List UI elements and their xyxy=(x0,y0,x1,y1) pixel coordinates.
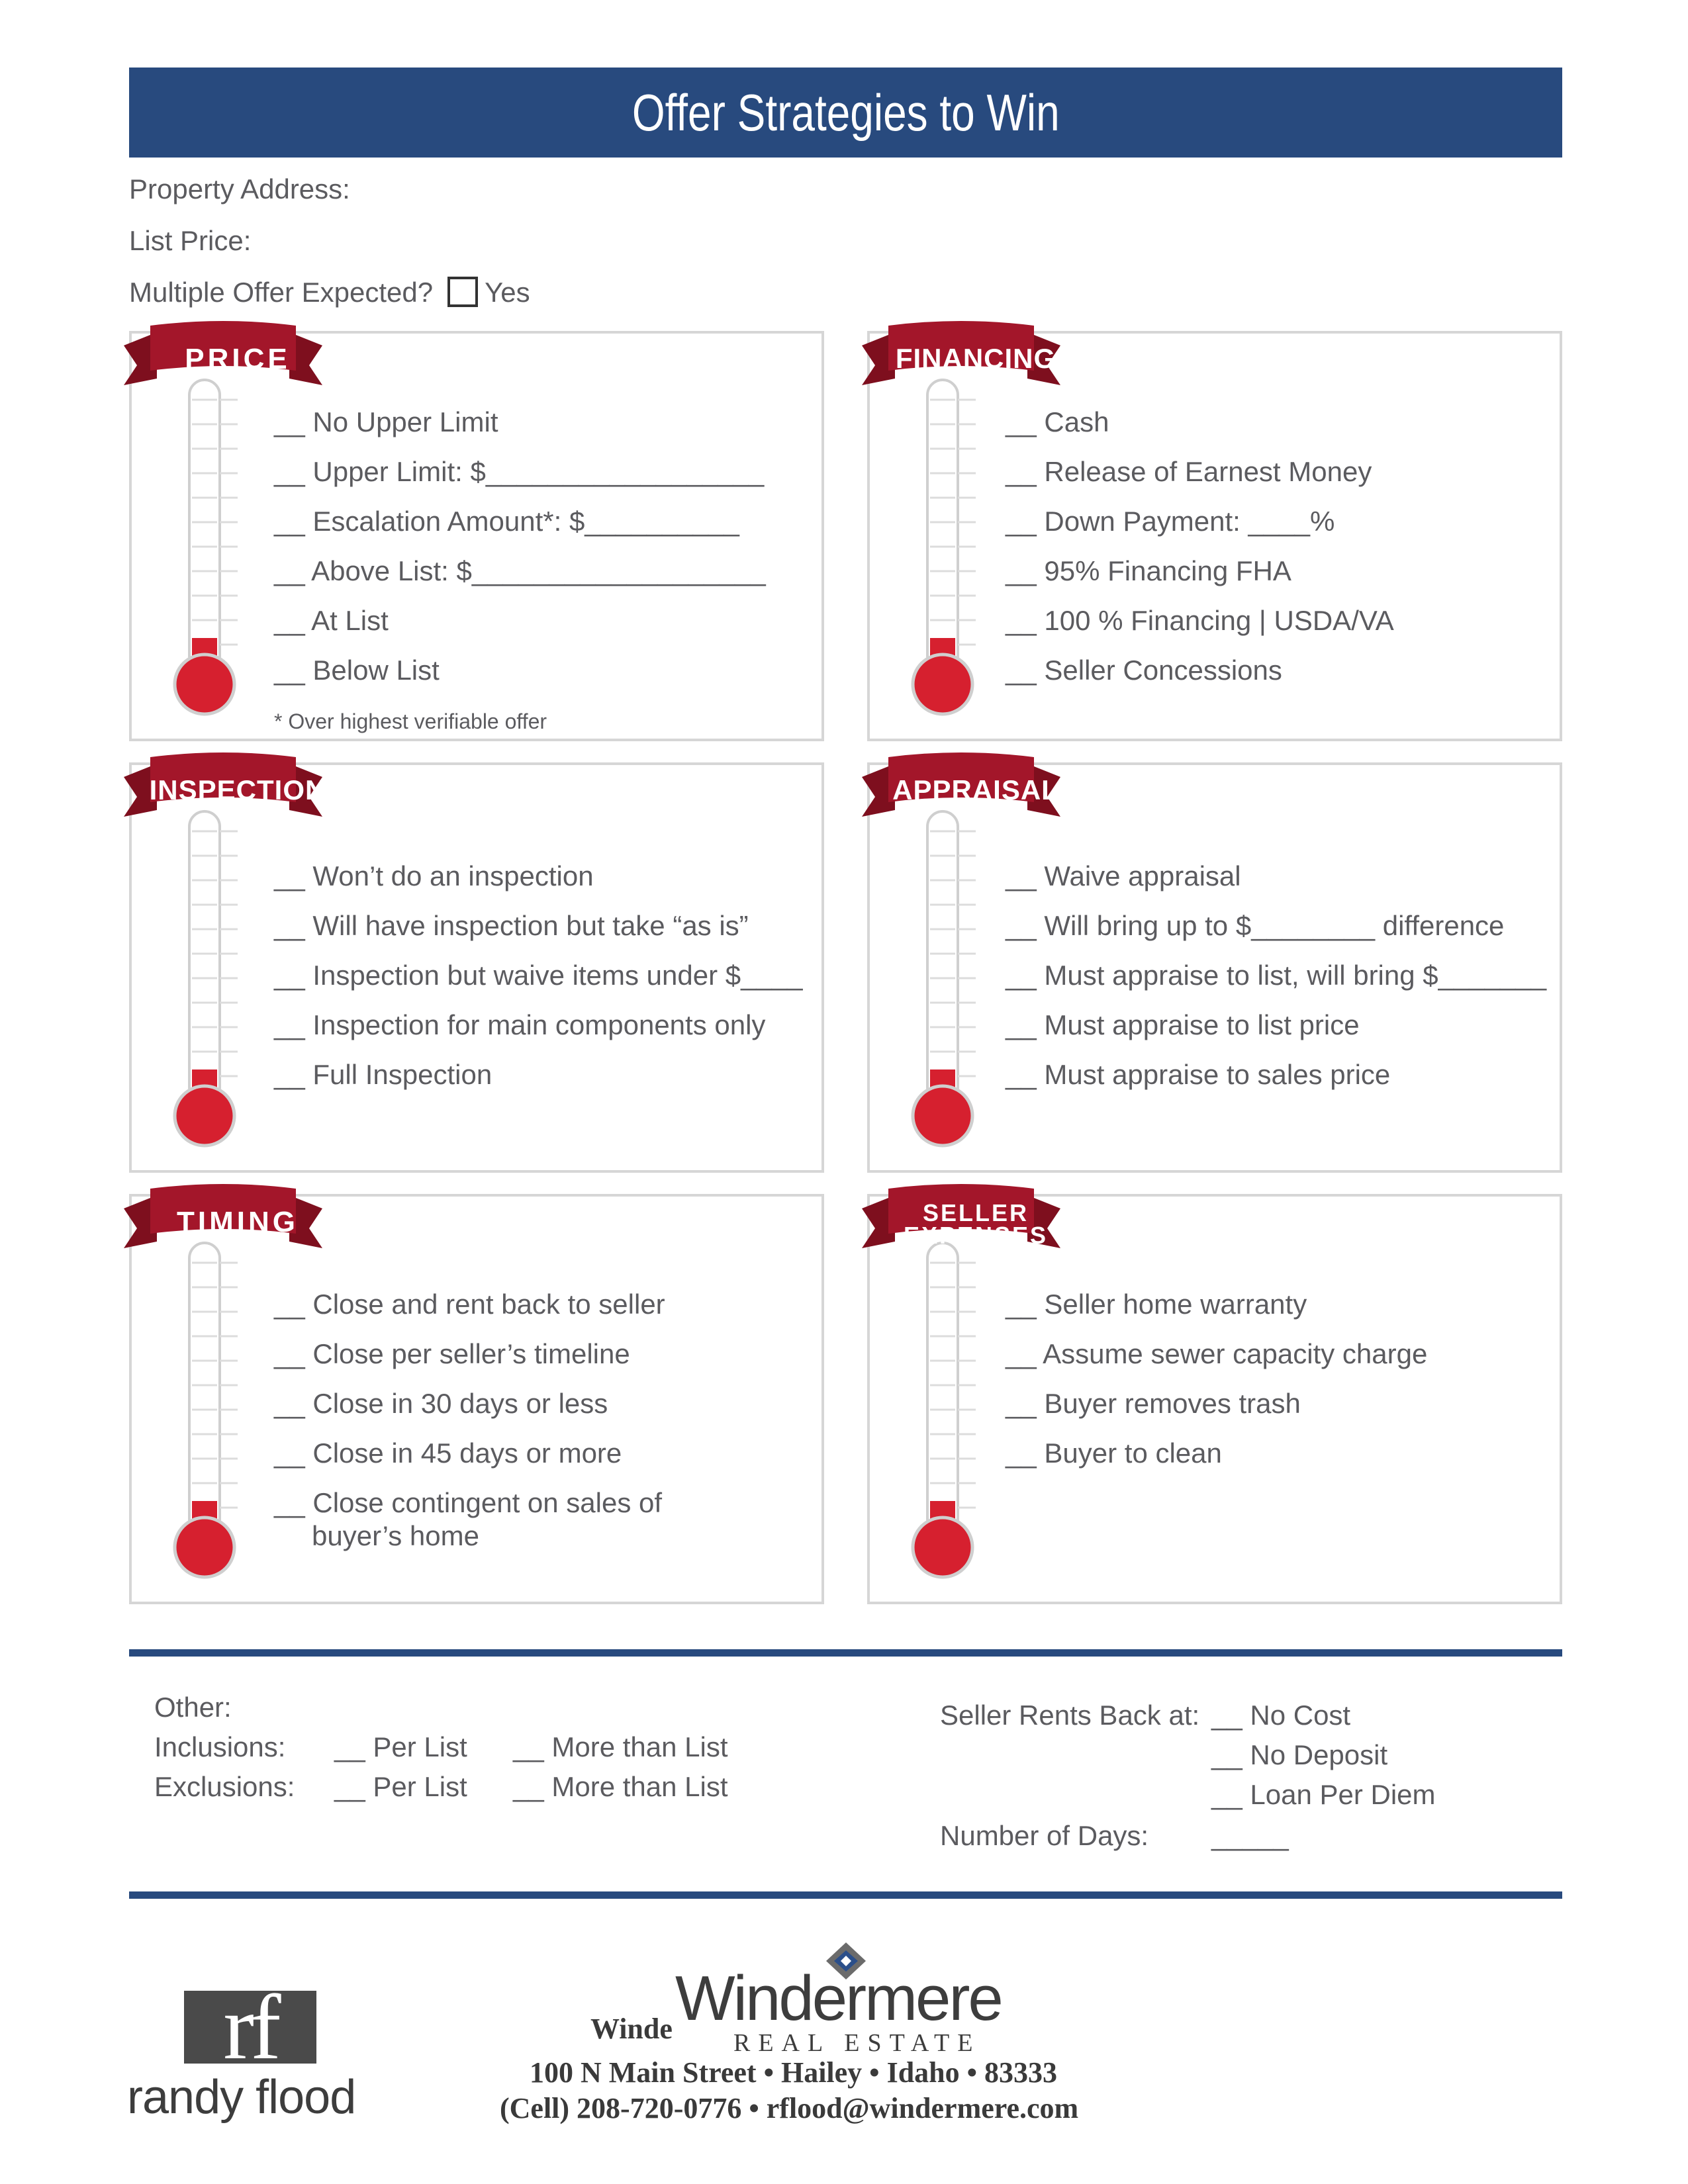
appraisal-ribbon-label: APPRAISAL xyxy=(892,774,1059,805)
multiple-offer-row xyxy=(129,277,530,308)
financing-items xyxy=(1006,397,1394,695)
inspection-thermometer xyxy=(158,805,251,1152)
inspection-item-main-components[interactable]: __ Inspection for main components only xyxy=(274,1009,766,1040)
financing-thermometer xyxy=(896,373,989,721)
appraisal-item-list-bring[interactable]: __ Must appraise to list, will bring $_______ xyxy=(1006,960,1547,991)
price-panel xyxy=(129,331,824,741)
yes-checkbox[interactable] xyxy=(447,277,478,307)
rent-no-deposit[interactable]: __ No Deposit xyxy=(1211,1739,1388,1770)
timing-item-rent-back[interactable]: __ Close and rent back to seller xyxy=(274,1289,665,1320)
inclusions-more-than-list[interactable]: __ More than List xyxy=(513,1731,728,1762)
inspection-ribbon-label: INSPECTION xyxy=(149,774,326,805)
seller-expenses-ribbon-line2: EXPENSES xyxy=(903,1222,1049,1249)
seller-expenses-thermometer xyxy=(896,1236,989,1584)
list-price-label: List Price: xyxy=(129,225,252,256)
appraisal-item-bring-up[interactable]: __ Will bring up to $________ difference xyxy=(1006,910,1505,941)
other-label: Other: xyxy=(154,1692,232,1723)
timing-item-seller-timeline[interactable]: __ Close per seller’s timeline xyxy=(274,1338,630,1369)
price-ribbon-label: PRICE xyxy=(185,343,291,375)
financing-item-fha[interactable]: __ 95% Financing FHA xyxy=(1006,555,1291,586)
appraisal-item-list-price[interactable]: __ Must appraise to list price xyxy=(1006,1009,1360,1040)
price-item-escalation[interactable]: __ Escalation Amount*: $__________ xyxy=(274,506,739,537)
seller-rents-label: Seller Rents Back at: xyxy=(940,1700,1200,1731)
inspection-item-none[interactable]: __ Won’t do an inspection xyxy=(274,860,594,891)
inclusions-per-list[interactable]: __ Per List xyxy=(334,1731,467,1762)
timing-items xyxy=(274,1279,665,1555)
financing-panel xyxy=(867,331,1562,741)
rent-loan-per-diem[interactable]: __ Loan Per Diem xyxy=(1211,1779,1436,1810)
appraisal-thermometer xyxy=(896,805,989,1152)
price-item-no-upper-limit[interactable]: __ No Upper Limit xyxy=(274,406,498,437)
windermere-wordmark: Windermere xyxy=(675,1963,1002,2034)
exclusions-label: Exclusions: xyxy=(154,1771,295,1802)
office-address: 100 N Main Street • Hailey • Idaho • 83333 xyxy=(530,2056,1058,2089)
seller-expenses-item-trash[interactable]: __ Buyer removes trash xyxy=(1006,1388,1301,1419)
price-item-above-list[interactable]: __ Above List: $___________________ xyxy=(274,555,766,586)
section-divider-top xyxy=(129,1649,1562,1657)
financing-item-concessions[interactable]: __ Seller Concessions xyxy=(1006,655,1282,686)
timing-item-contingent-cont: buyer’s home xyxy=(312,1520,479,1551)
inclusions-label: Inclusions: xyxy=(154,1731,286,1762)
appraisal-item-sales-price[interactable]: __ Must appraise to sales price xyxy=(1006,1059,1391,1090)
inspection-item-full[interactable]: __ Full Inspection xyxy=(274,1059,492,1090)
financing-item-cash[interactable]: __ Cash xyxy=(1006,406,1109,437)
inspection-panel xyxy=(129,762,824,1173)
inspection-item-as-is[interactable]: __ Will have inspection but take “as is” xyxy=(274,910,749,941)
title-banner xyxy=(129,68,1562,158)
financing-item-usda[interactable]: __ 100 % Financing | USDA/VA xyxy=(1006,605,1394,636)
section-divider-bottom xyxy=(129,1891,1562,1899)
agent-name: randy flood xyxy=(127,2071,356,2124)
appraisal-panel xyxy=(867,762,1562,1173)
timing-item-45-days[interactable]: __ Close in 45 days or more xyxy=(274,1437,622,1469)
seller-expenses-ribbon-label xyxy=(870,1199,1082,1249)
agent-logo xyxy=(184,1976,316,2079)
windermere-subtitle: REAL ESTATE xyxy=(733,2029,981,2057)
appraisal-item-waive[interactable]: __ Waive appraisal xyxy=(1006,860,1241,891)
seller-expenses-items xyxy=(1006,1279,1427,1478)
seller-expenses-item-warranty[interactable]: __ Seller home warranty xyxy=(1006,1289,1307,1320)
yes-label: Yes xyxy=(485,277,530,308)
financing-item-earnest[interactable]: __ Release of Earnest Money xyxy=(1006,456,1372,487)
property-address-label: Property Address: xyxy=(129,173,350,205)
price-item-below-list[interactable]: __ Below List xyxy=(274,655,440,686)
seller-expenses-ribbon-line1: SELLER xyxy=(922,1199,1029,1226)
multiple-offer-label: Multiple Offer Expected? xyxy=(129,277,434,308)
windermere-cut-text: Winde xyxy=(590,2013,673,2045)
days-blank[interactable]: _____ xyxy=(1211,1820,1289,1851)
contact-info[interactable]: (Cell) 208-720-0776 • rflood@windermere.com xyxy=(500,2092,1079,2124)
price-item-upper-limit[interactable]: __ Upper Limit: $__________________ xyxy=(274,456,765,487)
seller-expenses-panel xyxy=(867,1194,1562,1604)
inspection-item-waive-under[interactable]: __ Inspection but waive items under $____ xyxy=(274,960,803,991)
page-title: Offer Strategies to Win xyxy=(632,83,1060,142)
financing-item-down-payment[interactable]: __ Down Payment: ____% xyxy=(1006,506,1335,537)
agent-monogram: rf xyxy=(223,1976,277,2079)
price-item-at-list[interactable]: __ At List xyxy=(274,605,389,636)
appraisal-items xyxy=(1006,851,1546,1099)
inspection-items xyxy=(274,851,803,1099)
seller-expenses-item-sewer[interactable]: __ Assume sewer capacity charge xyxy=(1006,1338,1428,1369)
rent-no-cost[interactable]: __ No Cost xyxy=(1211,1700,1351,1731)
price-footnote: * Over highest verifiable offer xyxy=(274,709,547,733)
days-label: Number of Days: xyxy=(940,1820,1149,1851)
timing-item-30-days[interactable]: __ Close in 30 days or less xyxy=(274,1388,608,1419)
price-thermometer xyxy=(158,373,251,721)
financing-ribbon-label: FINANCING xyxy=(895,343,1056,374)
exclusions-more-than-list[interactable]: __ More than List xyxy=(513,1771,728,1802)
price-items xyxy=(274,397,766,695)
timing-ribbon-label: TIMING xyxy=(177,1206,299,1238)
seller-expenses-item-clean[interactable]: __ Buyer to clean xyxy=(1006,1437,1222,1469)
timing-item-contingent[interactable]: __ Close contingent on sales of xyxy=(274,1487,663,1518)
timing-thermometer xyxy=(158,1236,251,1584)
exclusions-per-list[interactable]: __ Per List xyxy=(334,1771,467,1802)
timing-panel xyxy=(129,1194,824,1604)
